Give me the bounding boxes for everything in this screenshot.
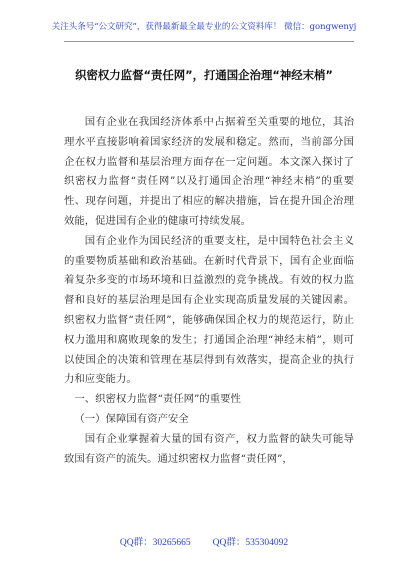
document-title: 织密权力监督“责任网”，打通国企治理“神经末梢” [75, 68, 333, 82]
subsection-heading: （一）保障国有资产安全 [74, 412, 189, 425]
paragraph-abstract: 国有企业在我国经济体系中占据着至关重要的地位，其治理水平直接影响着国家经济的发展和稳定。然而，当前部分国企在权力监督和基层治理方面存在一定问题。本文深入探讨了织密权力监督“责任网”以及打通国企治理“神经末梢”的重要性、现存问题，并提出了相应的解决措施，旨在提升国企治理效能，促进国有企业的健康可持续发展。 [64, 116, 354, 227]
footer-contacts [0, 534, 408, 548]
section-heading: 一、织密权力监督“责任网”的重要性 [74, 393, 241, 406]
header-banner: 关注头条号“公文研究”，获得最新最全最专业的公文资料库！ 微信：gongwenyj [51, 22, 357, 32]
paragraph-body: 国有企业掌握着大量的国有资产，权力监督的缺失可能导致国有资产的流失。通过织密权力监督“责任网”， [64, 432, 354, 465]
qq-group-1: QQ群：30265665 [119, 538, 191, 548]
header-divider [64, 41, 354, 42]
qq-group-2: QQ群：535304092 [212, 538, 289, 548]
paragraph-introduction: 国有企业作为国民经济的重要支柱，是中国特色社会主义的重要物质基础和政治基础。在新时代背景下，国有企业面临着复杂多变的市场环境和日益激烈的竞争挑战。有效的权力监督和良好的基层治理是国有企业实现高质量发展的关键因素。织密权力监督“责任网”，能够确保国企权力的规范运行，防止权力滥用和腐败现象的发生；打通国企治理“神经末梢”，则可以使国企的决策和管理在基层得到有效落实，提高企业的执行力和应变能力。 [64, 234, 354, 386]
document-body [64, 113, 354, 469]
